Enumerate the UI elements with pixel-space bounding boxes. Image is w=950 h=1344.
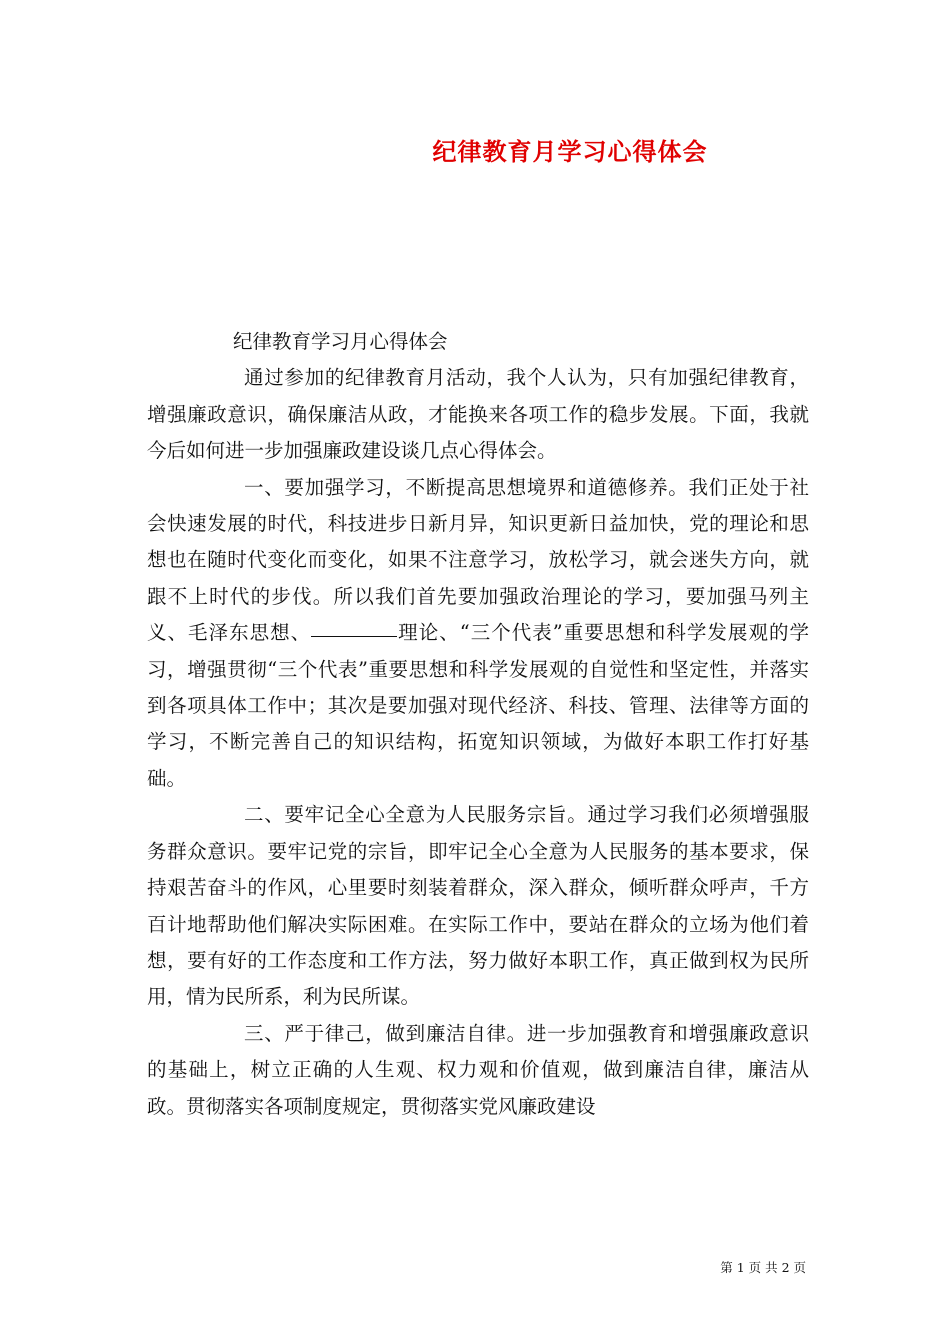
intro-paragraph: 通过参加的纪律教育月活动，我个人认为，只有加强纪律教育，增强廉政意识，确保廉洁从政，才能换来各项工作的稳步发展。下面，我就今后如何进一步加强廉政建设谈几点心得体会。: [147, 366, 809, 463]
section-one-continued: 理论、“三个代表”重要思想和科学发展观的学习，增强贯彻“三个代表”重要思想和科学发展观的自觉性和坚定性，并落实到各项具体工作中；其次是要加强对现代经济、科技、管理、法律等方面的学习，不断完善自己的知识结构，拓宽知识领域，为做好本职工作打好基础。: [147, 621, 809, 790]
section-three-paragraph: 三、严于律己，做到廉洁自律。进一步加强教育和增强廉政意识的基础上，树立正确的人生观、权力观和价值观，做到廉洁自律，廉洁从政。贯彻落实各项制度规定，贯彻落实党风廉政建设: [147, 1021, 809, 1118]
section-two-paragraph: 二、要牢记全心全意为人民服务宗旨。通过学习我们必须增强服务群众意识。要牢记党的宗旨，即牢记全心全意为人民服务的基本要求，保持艰苦奋斗的作风，心里要时刻装着群众，深入群众，倾听群众呼声，千方百计地帮助他们解决实际困难。在实际工作中，要站在群众的立场为他们着想，要有好的工作态度和工作方法，努力做好本职工作，真正做到权为民所用，情为民所系，利为民所谋。: [147, 803, 809, 1009]
document-subtitle: 纪律教育学习月心得体会: [233, 330, 448, 353]
section-one-text: 一、要加强学习，不断提高思想境界和道德修养。我们正处于社会快速发展的时代，科技进步日新月异，知识更新日益加快，党的理论和思想也在随时代变化而变化，如果不注意学习，放松学习，就会迷失方向，就跟不上时代的步伐。所以我们首先要加强政治理论的学习，要加强马列主义、毛泽东思想、: [147, 475, 809, 645]
document-title: 纪律教育月学习心得体会: [432, 137, 708, 166]
redacted-blank: [311, 635, 397, 637]
document-body: [147, 324, 809, 1125]
section-one-paragraph: [147, 470, 809, 798]
page-number: 第 1 页 共 2 页: [720, 1260, 806, 1275]
